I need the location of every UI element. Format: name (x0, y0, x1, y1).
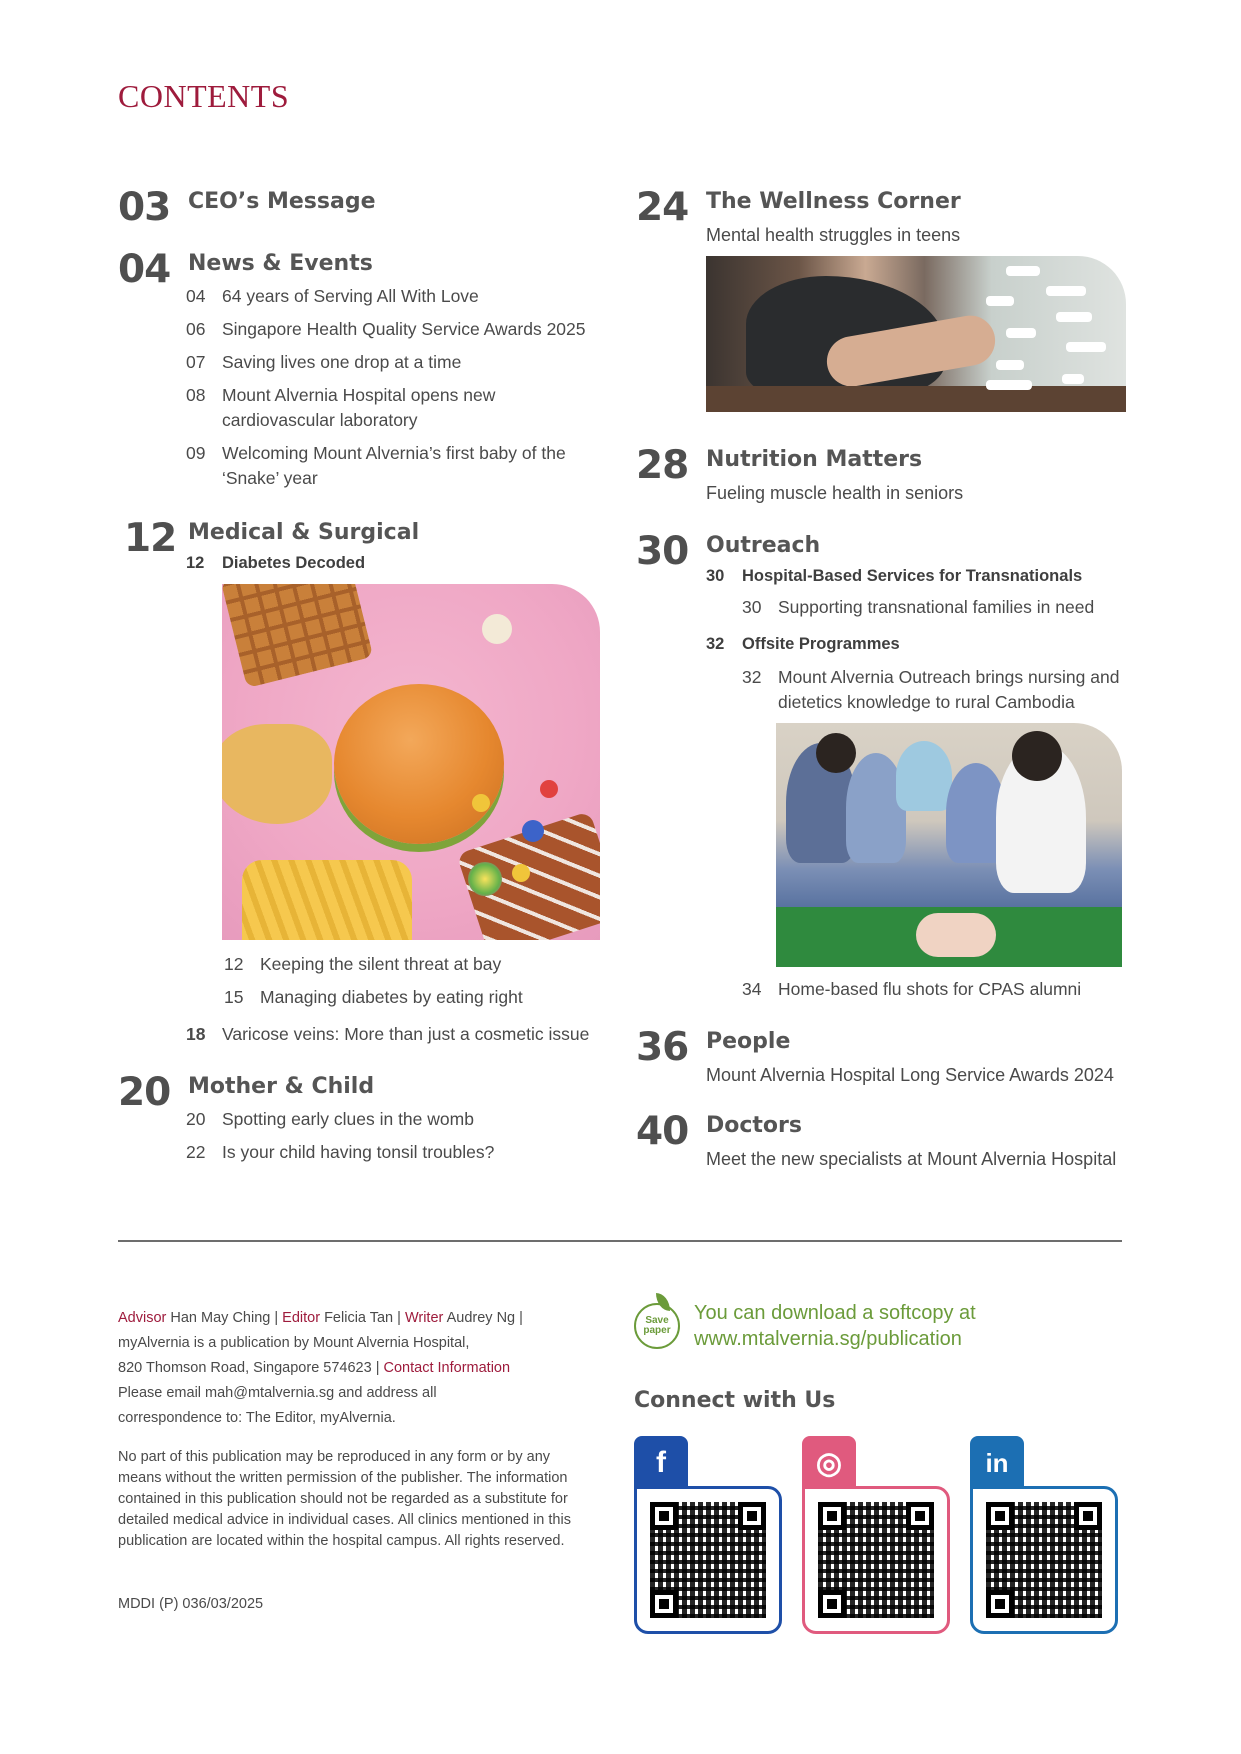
list-item[interactable]: 12 Keeping the silent threat at bay (224, 954, 502, 974)
section-nutrition-matters[interactable] (636, 444, 1126, 506)
list-item[interactable]: 04 64 years of Serving All With Love (186, 286, 479, 306)
section-subtitle: Mount Alvernia Hospital Long Service Awards 2024 (706, 1065, 1114, 1085)
section-subtitle: Mental health struggles in teens (706, 225, 961, 245)
section-title: Mother & Child (188, 1074, 375, 1099)
mddi-number: MDDI (P) 036/03/2025 (118, 1596, 264, 1612)
qr-code[interactable] (986, 1502, 1102, 1618)
section-number: 40 (636, 1109, 689, 1154)
section-title: Medical & Surgical (188, 520, 420, 545)
list-item[interactable]: 30 Supporting transnational families in need (742, 597, 1095, 617)
section-number: 03 (118, 185, 171, 230)
contents-right-column (636, 186, 1126, 1172)
section-number: 30 (636, 529, 689, 574)
list-item[interactable]: 22 Is your child having tonsil troubles? (186, 1142, 495, 1162)
section-ceo-message[interactable] (118, 185, 618, 230)
section-number: 04 (118, 247, 171, 292)
download-text[interactable]: You can download a softcopy at www.mtalvernia.sg/publication (694, 1302, 976, 1350)
list-item[interactable]: 32 Offsite Programmes (706, 635, 900, 653)
page-title: CONTENTS (118, 78, 290, 114)
email-line: Please email mah@mtalvernia.sg and address all correspondence to: The Editor, myAlvernia. (118, 1385, 437, 1426)
section-news-events[interactable] (118, 248, 618, 491)
section-title: Outreach (706, 533, 821, 558)
teen-mental-health-image (706, 256, 1126, 412)
linkedin-qr[interactable] (970, 1436, 1118, 1634)
contents-left-column (118, 186, 618, 1165)
list-item[interactable]: 07 Saving lives one drop at a time (186, 352, 462, 372)
instagram-qr[interactable] (802, 1436, 950, 1634)
diabetes-food-image (222, 584, 600, 940)
legal-notice: No part of this publication may be reproduced in any form or by any means without the written permission of the publisher. The information contained in this publication should not be regarded as a substitute for detailed medical advice in individual cases. All clinics mentioned in this publication are located within the hospital campus. All rights reserved. (118, 1449, 571, 1549)
section-number: 24 (636, 185, 689, 230)
masthead (118, 1306, 588, 1617)
section-title: People (706, 1029, 791, 1054)
section-doctors[interactable] (636, 1110, 1126, 1172)
instagram-icon[interactable]: ◎ (802, 1436, 856, 1490)
section-outreach[interactable] (636, 530, 1126, 1002)
list-item[interactable]: 08 Mount Alvernia Hospital opens new cardiovascular laboratory (186, 385, 496, 430)
address-line: 820 Thomson Road, Singapore 574623 | Contact Information (118, 1360, 511, 1376)
qr-code[interactable] (818, 1502, 934, 1618)
qr-code[interactable] (650, 1502, 766, 1618)
section-wellness-corner[interactable] (636, 186, 1126, 412)
section-number: 12 (124, 516, 177, 561)
cambodia-outreach-image (776, 723, 1122, 967)
section-title: Doctors (706, 1113, 802, 1138)
list-item[interactable]: 34 Home-based flu shots for CPAS alumni (742, 979, 1082, 999)
credits-line: Advisor Han May Ching | Editor Felicia Tan | Writer Audrey Ng | myAlvernia is a publication by Mount Alvernia Hospital, (118, 1310, 523, 1351)
section-people[interactable] (636, 1026, 1126, 1088)
section-title: News & Events (188, 251, 373, 276)
save-paper-notice (634, 1300, 1004, 1352)
list-item[interactable]: 15 Managing diabetes by eating right (224, 987, 523, 1007)
section-number: 36 (636, 1025, 689, 1070)
list-item[interactable]: 09 Welcoming Mount Alvernia’s first baby of the ‘Snake’ year (186, 443, 566, 488)
section-title: CEO’s Message (188, 189, 376, 214)
connect-heading: Connect with Us (634, 1388, 836, 1413)
list-item[interactable]: 18 Varicose veins: More than just a cosmetic issue (186, 1024, 590, 1044)
section-number: 20 (118, 1070, 171, 1115)
section-mother-child[interactable] (118, 1071, 618, 1165)
section-medical-surgical[interactable] (118, 517, 618, 1047)
section-subtitle: Fueling muscle health in seniors (706, 483, 964, 503)
facebook-qr[interactable] (634, 1436, 782, 1634)
list-item[interactable]: 20 Spotting early clues in the womb (186, 1109, 474, 1129)
list-item[interactable]: 32 Mount Alvernia Outreach brings nursing and dietetics knowledge to rural Cambodia (742, 667, 1120, 712)
linkedin-icon[interactable]: in (970, 1436, 1024, 1490)
section-subtitle: Meet the new specialists at Mount Alvernia Hospital (706, 1149, 1117, 1169)
section-title: Nutrition Matters (706, 447, 923, 472)
list-item[interactable]: 12 Diabetes Decoded (186, 554, 366, 572)
divider (118, 1240, 1122, 1242)
section-number: 28 (636, 443, 689, 488)
save-paper-icon: Save paper (634, 1303, 680, 1349)
facebook-icon[interactable]: f (634, 1436, 688, 1490)
list-item[interactable]: 06 Singapore Health Quality Service Awards 2025 (186, 319, 586, 339)
list-item[interactable]: 30 Hospital-Based Services for Transnationals (706, 567, 1083, 585)
section-title: The Wellness Corner (706, 189, 961, 214)
